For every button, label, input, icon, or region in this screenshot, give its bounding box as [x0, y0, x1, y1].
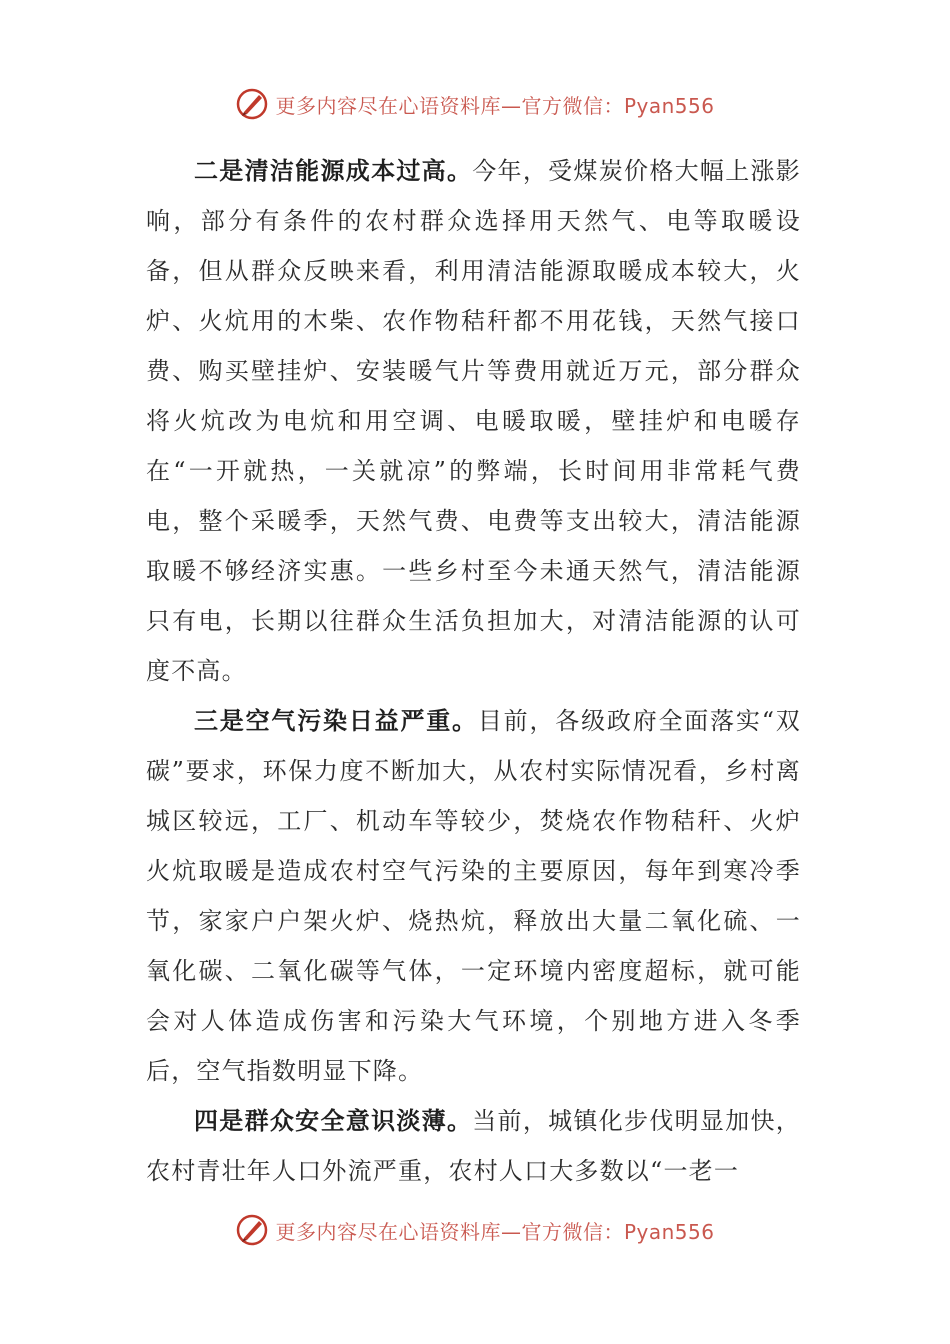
paragraph-heading: 二是清洁能源成本过高。 [194, 157, 473, 185]
header-banner-text: 更多内容尽在心语资料库—官方微信：Pyan556 [275, 93, 715, 118]
paragraph-heading: 四是群众安全意识淡薄。 [194, 1107, 473, 1135]
paragraph-4 [146, 1096, 801, 1196]
paragraph-3 [146, 696, 801, 1096]
document-body [146, 146, 801, 1196]
paragraph-text: 今年，受煤炭价格大幅上涨影响，部分有条件的农村群众选择用天然气、电等取暖设备，但从群众反映来看，利用清洁能源取暖成本较大，火炉、火炕用的木柴、农作物秸秆都不用花钱，天然气接口费、购买壁挂炉、安装暖气片等费用就近万元，部分群众将火炕改为电炕和用空调、电暖取暖，壁挂炉和电暖存在“一开就热，一关就凉”的弊端，长时间用非常耗气费电，整个采暖季，天然气费、电费等支出较大，清洁能源取暖不够经济实惠。一些乡村至今未通天然气，清洁能源只有电，长期以往群众生活负担加大，对清洁能源的认可度不高。 [146, 157, 801, 685]
paragraph-text: 当前，城镇化步伐明显加快，农村青壮年人口外流严重，农村人口大多数以“一老一 [146, 1107, 801, 1185]
header-banner [0, 84, 950, 124]
footer-banner-text: 更多内容尽在心语资料库—官方微信：Pyan556 [275, 1219, 715, 1244]
pen-logo-icon [235, 87, 269, 121]
footer-banner [0, 1210, 950, 1250]
paragraph-heading: 三是空气污染日益严重。 [194, 707, 478, 735]
paragraph-2 [146, 146, 801, 696]
pen-logo-icon [235, 1213, 269, 1247]
paragraph-text: 目前，各级政府全面落实“双碳”要求，环保力度不断加大，从农村实际情况看，乡村离城区较远，工厂、机动车等较少，焚烧农作物秸秆、火炉火炕取暖是造成农村空气污染的主要原因，每年到寒冷季节，家家户户架火炉、烧热炕，释放出大量二氧化硫、一氧化碳、二氧化碳等气体，一定环境内密度超标，就可能会对人体造成伤害和污染大气环境，个别地方进入冬季后，空气指数明显下降。 [146, 707, 801, 1085]
